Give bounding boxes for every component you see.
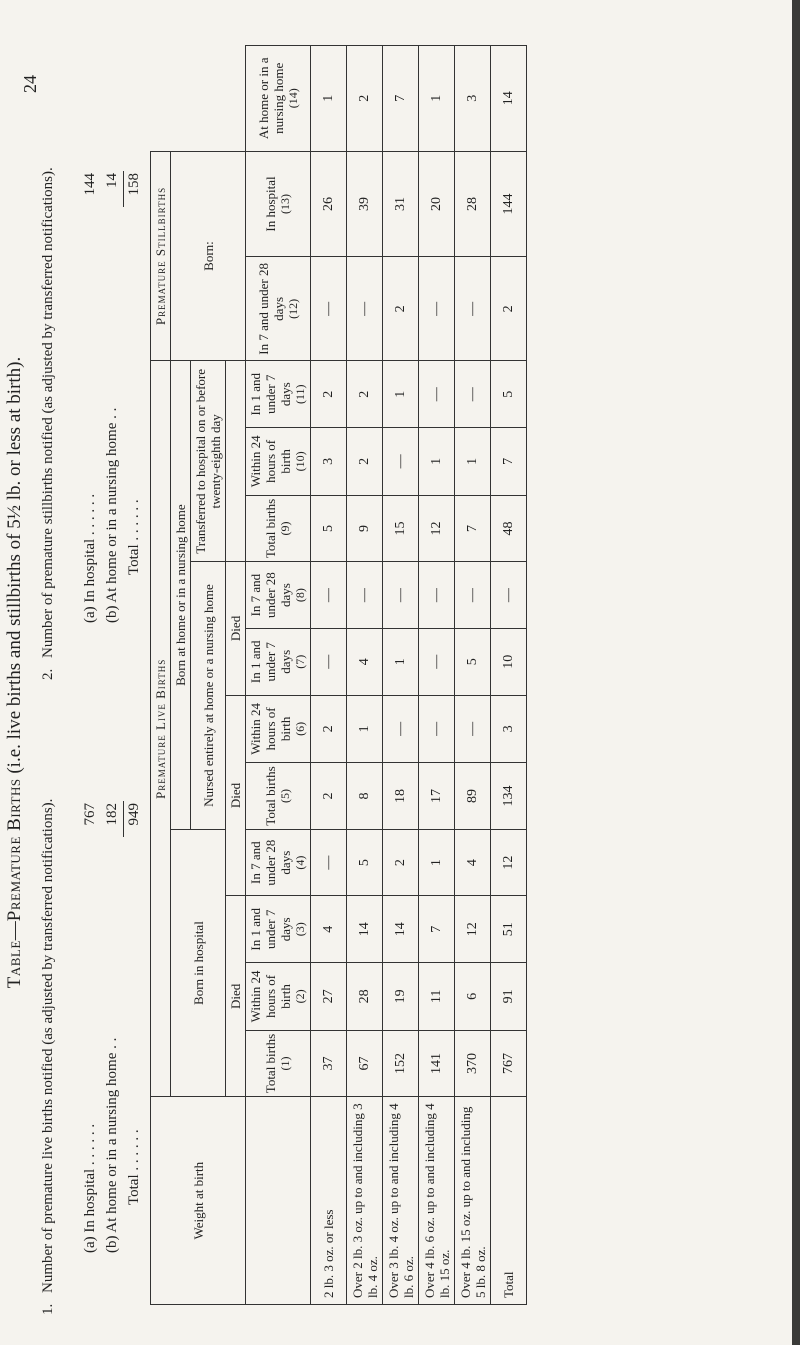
note-still-hospital: (a) In hospital . . . . . . 144: [82, 173, 98, 623]
note-live-births: 1. Number of premature live births notified (as adjusted by transferred notifications).: [40, 798, 56, 1315]
group-stillbirths: Premature Stillbirths: [151, 151, 171, 361]
premature-births-table: [150, 45, 527, 1305]
note-live-home: (b) At home or in a nursing home . . 182: [104, 803, 120, 1253]
value-cell: 370: [455, 1030, 491, 1097]
value-cell: 9: [347, 495, 383, 562]
value-cell: 5: [455, 628, 491, 695]
value-cell: 2: [383, 829, 419, 896]
value-cell: 2: [311, 763, 347, 830]
weight-header: Weight at birth: [151, 1097, 246, 1305]
value-cell: 4: [455, 829, 491, 896]
value-cell: 14: [491, 46, 527, 152]
value-cell: 2: [311, 695, 347, 763]
value-cell: 5: [347, 829, 383, 896]
value-cell: —: [455, 562, 491, 629]
value-cell: —: [383, 428, 419, 496]
died-header: Died: [226, 896, 246, 1097]
table-row: [311, 46, 347, 1305]
value-cell: 10: [491, 628, 527, 695]
value-cell: 152: [383, 1030, 419, 1097]
col-header-total-births: Total births (1): [246, 1030, 311, 1097]
table-title: Table—Premature Births (i.e. live births and stillbirths of 5½ lb. or less at birth).: [4, 356, 25, 989]
value-cell: 134: [491, 763, 527, 830]
value-cell: 26: [311, 151, 347, 257]
value-cell: 17: [419, 763, 455, 830]
value-cell: 7: [383, 46, 419, 152]
value-cell: 14: [383, 896, 419, 963]
value-cell: 12: [419, 495, 455, 562]
value-cell: 3: [311, 428, 347, 496]
value-cell: —: [419, 695, 455, 763]
note-still-home: (b) At home or in a nursing home . . 14: [104, 173, 120, 623]
weight-cell: 2 lb. 3 oz. or less: [311, 1097, 347, 1305]
value-cell: 18: [383, 763, 419, 830]
value-cell: 2: [347, 361, 383, 428]
weight-cell: Over 2 lb. 3 oz. up to and including 3 lb. 4 oz.: [347, 1097, 383, 1305]
value-cell: 28: [347, 963, 383, 1031]
value-cell: 1: [455, 428, 491, 496]
value-cell: 19: [383, 963, 419, 1031]
table-row: [347, 46, 383, 1305]
weight-cell: Over 4 lb. 15 oz. up to and including 5 lb. 8 oz.: [455, 1097, 491, 1305]
col-header-7-28-days: In 7 and under 28 days (4): [246, 829, 311, 896]
value-cell: 1: [311, 46, 347, 152]
transferred-header: Transferred to hospital on or before twenty-eighth day: [191, 361, 226, 562]
table-row: [455, 46, 491, 1305]
col-header-7-28-days: In 7 and under 28 days (12): [246, 257, 311, 361]
value-cell: 27: [311, 963, 347, 1031]
value-cell: —: [419, 562, 455, 629]
value-cell: 2: [347, 46, 383, 152]
value-cell: 3: [491, 695, 527, 763]
weight-cell: Over 3 lb. 4 oz. up to and including 4 lb. 6 oz.: [383, 1097, 419, 1305]
col-header-1-7-days: In 1 and under 7 days (7): [246, 628, 311, 695]
value-cell: 12: [491, 829, 527, 896]
value-cell: 89: [455, 763, 491, 830]
born-header: Born:: [171, 151, 246, 361]
group-live-births: Premature Live Births: [151, 361, 171, 1097]
value-cell: —: [455, 361, 491, 428]
value-cell: 12: [455, 896, 491, 963]
table-row: [491, 46, 527, 1305]
nursed-at-home-header: Nursed entirely at home or a nursing home: [191, 562, 226, 830]
value-cell: 1: [347, 695, 383, 763]
value-cell: 51: [491, 896, 527, 963]
rule-line: [123, 801, 124, 837]
value-cell: —: [347, 257, 383, 361]
table-row: [419, 46, 455, 1305]
value-cell: 31: [383, 151, 419, 257]
value-cell: 37: [311, 1030, 347, 1097]
value-cell: 141: [419, 1030, 455, 1097]
value-cell: 91: [491, 963, 527, 1031]
value-cell: —: [383, 695, 419, 763]
value-cell: 15: [383, 495, 419, 562]
value-cell: —: [383, 562, 419, 629]
value-cell: 8: [347, 763, 383, 830]
value-cell: 39: [347, 151, 383, 257]
table-body: [311, 46, 527, 1305]
value-cell: 3: [455, 46, 491, 152]
col-header-1-7-days: In 1 and under 7 days (3): [246, 896, 311, 963]
value-cell: 2: [311, 361, 347, 428]
value-cell: 4: [311, 896, 347, 963]
weight-cell: Total: [491, 1097, 527, 1305]
died-header: Died: [226, 562, 246, 695]
value-cell: —: [491, 562, 527, 629]
note-still-total: Total . . . . . . 158: [126, 173, 142, 575]
col-header-in-hospital: In hospital (13): [246, 151, 311, 257]
value-cell: —: [419, 361, 455, 428]
value-cell: 2: [491, 257, 527, 361]
value-cell: —: [419, 628, 455, 695]
value-cell: 1: [383, 628, 419, 695]
page-number: 24: [20, 75, 40, 93]
value-cell: 7: [419, 896, 455, 963]
value-cell: 11: [419, 963, 455, 1031]
value-cell: 6: [455, 963, 491, 1031]
col-header-total-births: Total births (9): [246, 495, 311, 562]
value-cell: 7: [455, 495, 491, 562]
value-cell: —: [311, 829, 347, 896]
col-header-1-7-days: In 1 and under 7 days (11): [246, 361, 311, 428]
value-cell: —: [311, 628, 347, 695]
value-cell: 48: [491, 495, 527, 562]
died-header: Died: [226, 695, 246, 896]
value-cell: 7: [491, 428, 527, 496]
value-cell: —: [311, 257, 347, 361]
born-at-home-header: Born at home or in a nursing home: [171, 361, 191, 829]
rule-line: [123, 171, 124, 207]
value-cell: 2: [347, 428, 383, 496]
col-header-at-home: At home or in a nursing home (14): [246, 46, 311, 152]
value-cell: 1: [419, 46, 455, 152]
value-cell: —: [347, 562, 383, 629]
value-cell: 767: [491, 1030, 527, 1097]
value-cell: —: [455, 257, 491, 361]
note-stillbirths: 2. Number of premature stillbirths notified (as adjusted by transferred notifications).: [40, 167, 56, 680]
col-header-within-24h: Within 24 hours of birth (6): [246, 695, 311, 763]
born-in-hospital-header: Born in hospital: [171, 829, 226, 1097]
scan-edge: [792, 0, 800, 1345]
value-cell: 1: [419, 428, 455, 496]
value-cell: 1: [419, 829, 455, 896]
weight-cell: Over 4 lb. 6 oz. up to and including 4 lb. 15 oz.: [419, 1097, 455, 1305]
col-header-total-births: Total births (5): [246, 763, 311, 830]
value-cell: —: [455, 695, 491, 763]
value-cell: 67: [347, 1030, 383, 1097]
weight-col-subheader: [246, 1097, 311, 1305]
value-cell: 4: [347, 628, 383, 695]
value-cell: 5: [311, 495, 347, 562]
value-cell: 20: [419, 151, 455, 257]
value-cell: 14: [347, 896, 383, 963]
value-cell: 144: [491, 151, 527, 257]
value-cell: 2: [383, 257, 419, 361]
value-cell: 1: [383, 361, 419, 428]
col-header-7-28-days: In 7 and under 28 days (8): [246, 562, 311, 629]
note-live-total: Total . . . . . . 949: [126, 803, 142, 1205]
col-header-within-24h: Within 24 hours of birth (10): [246, 428, 311, 496]
value-cell: 28: [455, 151, 491, 257]
col-header-within-24h: Within 24 hours of birth (2): [246, 963, 311, 1031]
value-cell: —: [419, 257, 455, 361]
note-live-hospital: (a) In hospital . . . . . . 767: [82, 803, 98, 1253]
value-cell: —: [311, 562, 347, 629]
value-cell: 5: [491, 361, 527, 428]
table-row: [383, 46, 419, 1305]
